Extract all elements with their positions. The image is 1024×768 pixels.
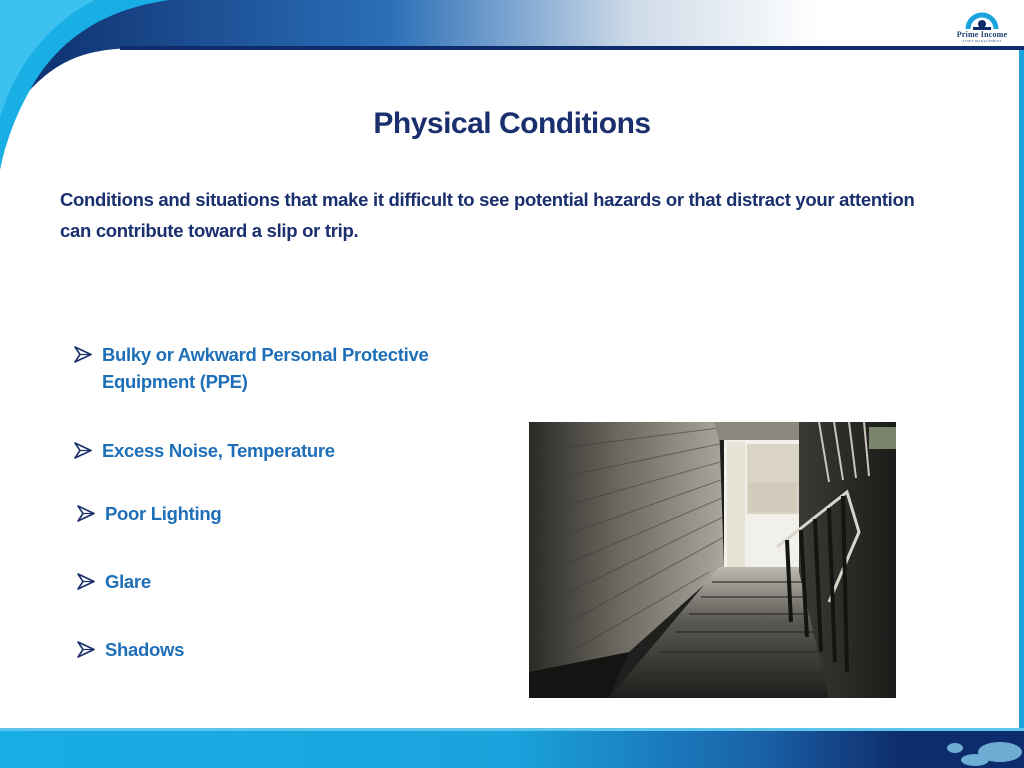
bullet-item-noise — [72, 437, 335, 464]
bullet-item-glare — [75, 568, 151, 595]
logo-tagline: ASSET MANAGEMENT — [962, 39, 1002, 43]
arrow-bullet-icon — [75, 500, 97, 527]
arrow-bullet-icon — [72, 437, 94, 464]
bullet-label: Shadows — [105, 639, 185, 660]
arrow-bullet-icon — [75, 636, 97, 663]
logo-emblem-icon — [950, 12, 1014, 32]
bullet-label: Bulky or Awkward Personal Protective — [102, 344, 429, 365]
bullet-label-cont: Equipment (PPE) — [102, 371, 248, 392]
bullet-item-ppe — [72, 341, 428, 395]
dark-stairwell-photo — [529, 422, 896, 698]
arrow-bullet-icon — [72, 341, 94, 368]
company-logo — [950, 12, 1014, 44]
bullet-label: Glare — [105, 571, 151, 592]
slide-title: Physical Conditions — [373, 107, 651, 140]
bullet-label: Poor Lighting — [105, 503, 222, 524]
bullet-item-lighting — [75, 500, 221, 527]
bullet-item-shadows — [75, 636, 184, 663]
logo-name: Prime Income — [956, 30, 1008, 39]
arrow-bullet-icon — [75, 568, 97, 595]
bullet-label: Excess Noise, Temperature — [102, 440, 335, 461]
intro-paragraph: Conditions and situations that make it difficult to see potential hazards or that distract your attention can contribute toward a slip or trip. — [60, 189, 915, 241]
